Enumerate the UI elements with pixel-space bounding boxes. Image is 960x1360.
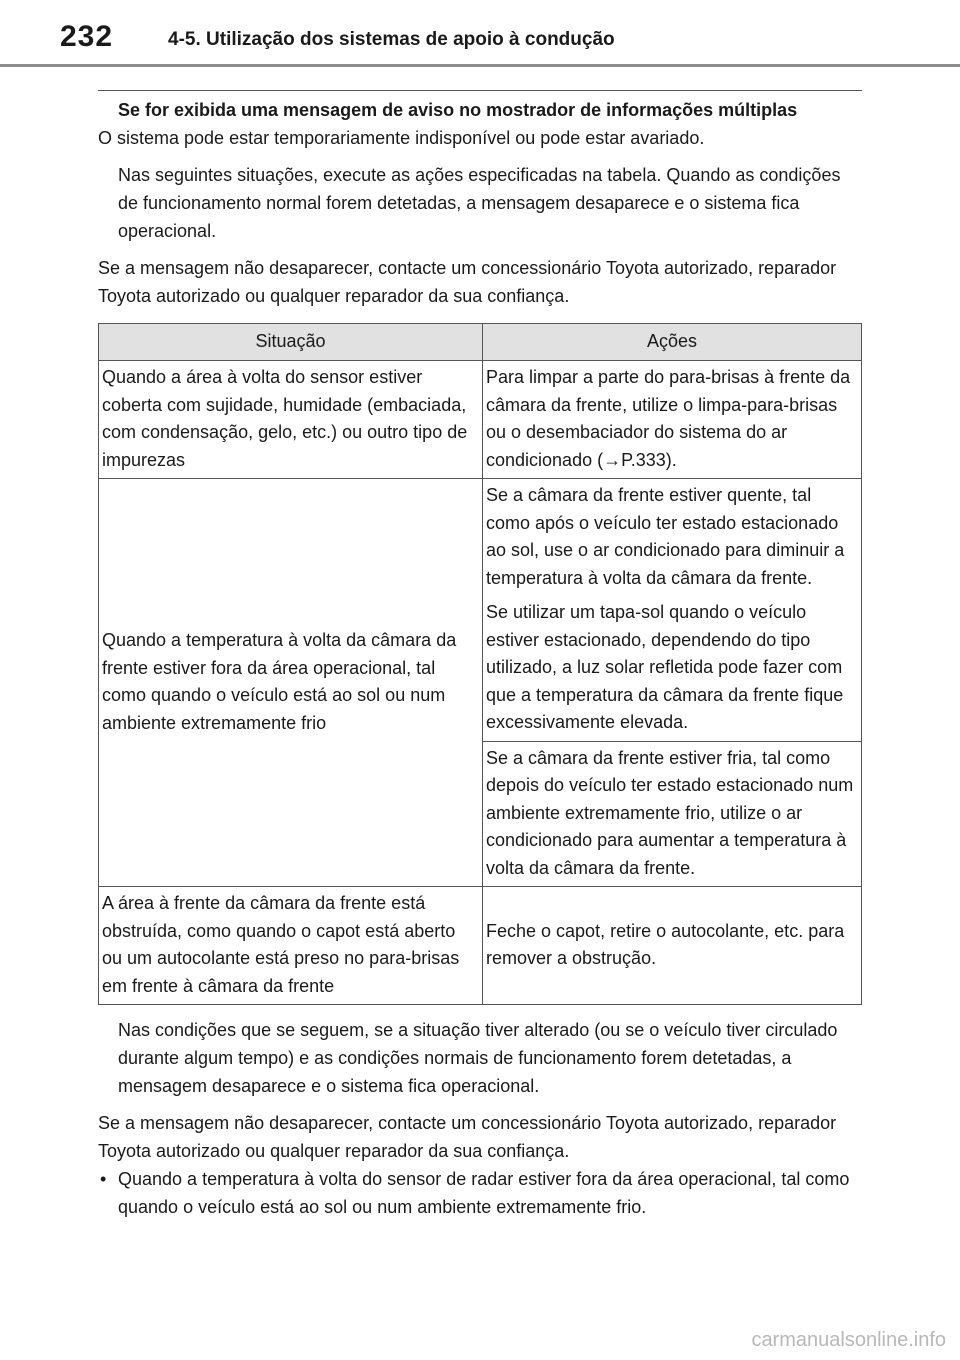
table-row xyxy=(99,479,862,742)
table-header-row xyxy=(99,324,862,361)
situations-paragraph: Nas seguintes situações, execute as ações especificadas na tabela. Quando as condições de funcionamento normal forem detetadas, a mensagem desaparece e o sistema fica operacional. xyxy=(118,165,841,241)
table-row xyxy=(99,887,862,1005)
action-cell: Para limpar a parte do para-brisas à frente da câmara da frente, utilize o limpa-para-brisas ou o desembaciador do sistema do ar condicionado (→P.333). xyxy=(483,361,862,479)
situation-cell: A área à frente da câmara da frente está obstruída, como quando o capot está aberto ou um autocolante está preso no para-brisas em frente à câmara da frente xyxy=(99,887,483,1005)
page-number: 232 xyxy=(60,20,114,53)
bullet-marker: • xyxy=(100,1169,107,1189)
action-cell: Feche o capot, retire o autocolante, etc. para remover a obstrução. xyxy=(483,887,862,1005)
section-title: 4-5. Utilização dos sistemas de apoio à condução xyxy=(168,29,615,50)
page-header xyxy=(0,0,960,66)
header-situation: Situação xyxy=(99,324,483,361)
situation-cell: Quando a temperatura à volta da câmara da frente estiver fora da área operacional, tal como quando o veículo está ao sol ou num ambiente extremamente frio xyxy=(99,479,483,887)
bullet-text: Quando a temperatura à volta do sensor de radar estiver fora da área operacional, tal como quando o veículo está ao sol ou num ambiente extremamente frio. xyxy=(118,1169,850,1217)
watermark: carmanualsonline.info xyxy=(751,1329,946,1351)
page-content xyxy=(98,90,862,1221)
subheading: Se for exibida uma mensagem de aviso no mostrador de informações múltiplas xyxy=(118,100,798,120)
conditions-paragraph: Nas condições que se seguem, se a situação tiver alterado (ou se o veículo tiver circulado durante algum tempo) e as condições normais de funcionamento forem detetadas, a mensagem desaparece e o sistema fica operacional. xyxy=(118,1020,838,1096)
bullet-item xyxy=(98,1165,862,1221)
header-divider xyxy=(0,64,960,67)
table-row xyxy=(99,361,862,479)
header-actions: Ações xyxy=(483,324,862,361)
action-cell xyxy=(483,479,862,742)
contact-paragraph: Se a mensagem não desaparecer, contacte um concessionário Toyota autorizado, reparador Toyota autorizado ou qualquer reparador da sua confiança. xyxy=(98,258,837,306)
actions-table xyxy=(98,323,862,1005)
subheading-divider xyxy=(98,90,862,91)
action-paragraph: Se a câmara da frente estiver quente, tal como após o veículo ter estado estacionado ao sol, use o ar condicionado para diminuir a temperatura à volta da câmara da frente. xyxy=(486,485,845,588)
action-cell: Se a câmara da frente estiver fria, tal como depois do veículo ter estado estacionado num ambiente extremamente frio, utilize o ar condicionado para aumentar a temperatura à volta da câmara da frente. xyxy=(483,741,862,887)
intro-paragraph: O sistema pode estar temporariamente indisponível ou pode estar avariado. xyxy=(98,128,705,148)
action-paragraph: Se utilizar um tapa-sol quando o veículo estiver estacionado, dependendo do tipo utilizado, a luz solar refletida pode fazer com que a temperatura da câmara da frente fique excessivamente elevada. xyxy=(486,602,844,732)
situation-cell: Quando a área à volta do sensor estiver coberta com sujidade, humidade (embaciada, com condensação, gelo, etc.) ou outro tipo de impurezas xyxy=(99,361,483,479)
contact-paragraph: Se a mensagem não desaparecer, contacte um concessionário Toyota autorizado, reparador Toyota autorizado ou qualquer reparador da sua confiança. xyxy=(98,1113,837,1161)
